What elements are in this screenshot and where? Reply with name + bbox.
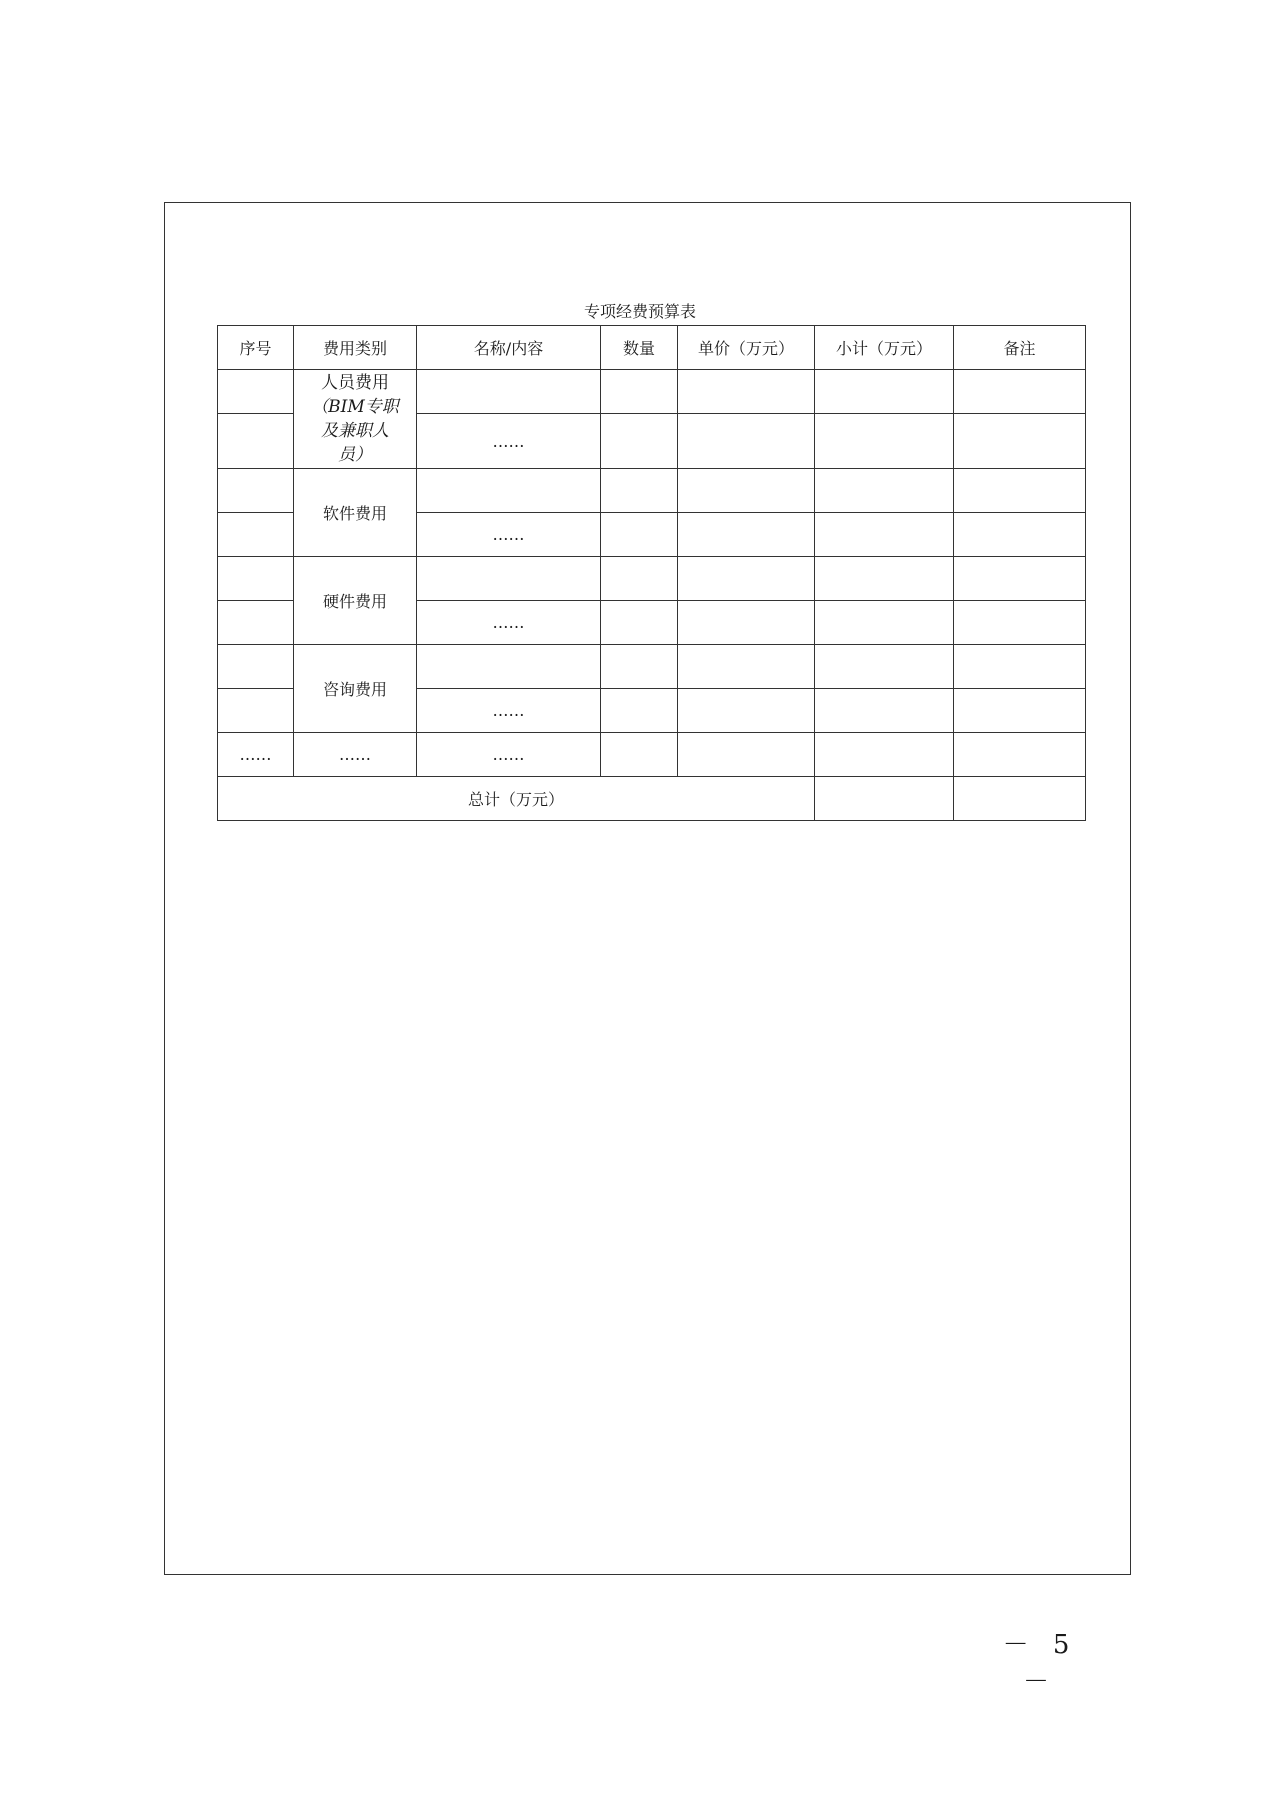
remarks-cell: [954, 733, 1086, 777]
unit-price-cell: [678, 689, 815, 733]
table-row: [218, 370, 1086, 414]
category-personnel-note-2: 及兼职人: [321, 421, 389, 441]
name-cell-ellipsis: ……: [417, 689, 601, 733]
subtotal-cell: [815, 601, 954, 645]
total-remarks-cell: [954, 777, 1086, 821]
unit-price-cell: [678, 557, 815, 601]
index-cell: [218, 645, 294, 689]
table-row: [218, 469, 1086, 513]
name-cell-ellipsis: ……: [417, 601, 601, 645]
table-row: [218, 557, 1086, 601]
category-cell-ellipsis: ……: [294, 733, 417, 777]
name-cell: [417, 370, 601, 414]
subtotal-cell: [815, 513, 954, 557]
table-title: 专项经费预算表: [583, 302, 696, 321]
subtotal-cell: [815, 370, 954, 414]
name-cell-ellipsis: ……: [417, 733, 601, 777]
remarks-cell: [954, 557, 1086, 601]
subtotal-cell: [815, 557, 954, 601]
quantity-cell: [601, 645, 678, 689]
unit-price-cell: [678, 733, 815, 777]
total-row: [218, 777, 1086, 821]
header-row: [218, 326, 1086, 370]
table-row-ellipsis: [218, 733, 1086, 777]
category-consulting: 咨询费用: [294, 645, 417, 733]
header-unit-price: 单价（万元）: [678, 326, 815, 370]
index-cell: [218, 557, 294, 601]
index-cell: [218, 601, 294, 645]
page-number: － 5 －: [1002, 1630, 1078, 1697]
unit-price-cell: [678, 370, 815, 414]
index-cell: [218, 469, 294, 513]
category-personnel-note-1: （BIM专职: [311, 397, 399, 417]
total-label: 总计（万元）: [218, 777, 815, 821]
remarks-cell: [954, 645, 1086, 689]
index-cell: [218, 689, 294, 733]
header-index: 序号: [218, 326, 294, 370]
unit-price-cell: [678, 513, 815, 557]
remarks-cell: [954, 689, 1086, 733]
unit-price-cell: [678, 601, 815, 645]
quantity-cell: [601, 414, 678, 469]
name-cell-ellipsis: ……: [417, 414, 601, 469]
remarks-cell: [954, 601, 1086, 645]
subtotal-cell: [815, 469, 954, 513]
quantity-cell: [601, 370, 678, 414]
subtotal-cell: [815, 645, 954, 689]
category-hardware: 硬件费用: [294, 557, 417, 645]
category-personnel-label: 人员费用: [321, 373, 389, 393]
quantity-cell: [601, 689, 678, 733]
category-software: 软件费用: [294, 469, 417, 557]
quantity-cell: [601, 469, 678, 513]
quantity-cell: [601, 513, 678, 557]
header-category: 费用类别: [294, 326, 417, 370]
index-cell: [218, 513, 294, 557]
remarks-cell: [954, 513, 1086, 557]
subtotal-cell: [815, 733, 954, 777]
header-remarks: 备注: [954, 326, 1086, 370]
index-cell: [218, 414, 294, 469]
unit-price-cell: [678, 414, 815, 469]
table-row: [218, 645, 1086, 689]
name-cell: [417, 557, 601, 601]
budget-table: [217, 325, 1086, 821]
name-cell: [417, 645, 601, 689]
header-subtotal: 小计（万元）: [815, 326, 954, 370]
name-cell: [417, 469, 601, 513]
category-personnel-note-3: 员）: [338, 445, 372, 465]
header-name-content: 名称/内容: [417, 326, 601, 370]
remarks-cell: [954, 469, 1086, 513]
unit-price-cell: [678, 469, 815, 513]
total-subtotal-cell: [815, 777, 954, 821]
header-quantity: 数量: [601, 326, 678, 370]
remarks-cell: [954, 370, 1086, 414]
index-cell: [218, 370, 294, 414]
quantity-cell: [601, 557, 678, 601]
quantity-cell: [601, 601, 678, 645]
quantity-cell: [601, 733, 678, 777]
name-cell-ellipsis: ……: [417, 513, 601, 557]
remarks-cell: [954, 414, 1086, 469]
index-cell-ellipsis: ……: [218, 733, 294, 777]
category-personnel: [294, 370, 417, 469]
subtotal-cell: [815, 414, 954, 469]
unit-price-cell: [678, 645, 815, 689]
subtotal-cell: [815, 689, 954, 733]
